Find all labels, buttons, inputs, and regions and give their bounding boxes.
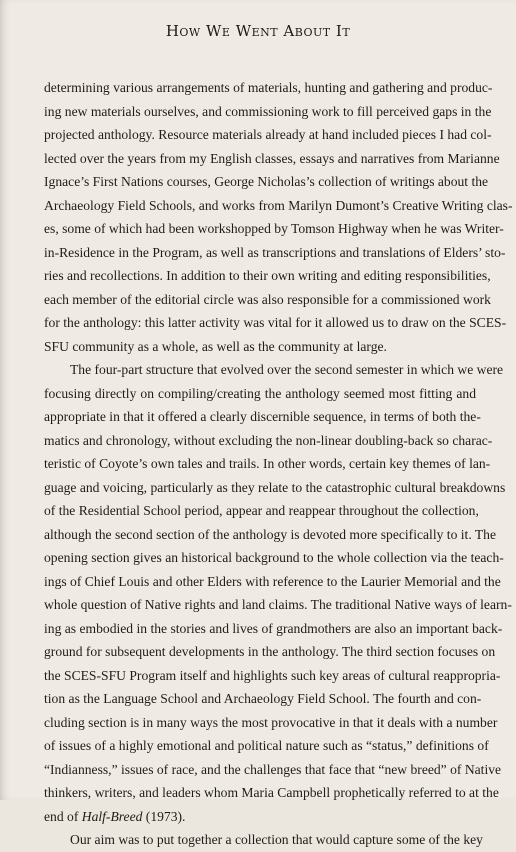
text-line: although the second section of the anthology is devoted more specifically to it. The	[44, 526, 497, 542]
text-line: SFU community as a whole, as well as the community at large.	[44, 338, 387, 354]
text-line: whole question of Native rights and land claims. The traditional Native ways of learn-	[44, 597, 512, 612]
text-line: “Indianness,” issues of race, and the challenges that face that “new breed” of Native	[44, 761, 502, 777]
text-line: ing as embodied in the stories and lives of grandmothers are also an important back-	[44, 620, 503, 636]
text-line: appropriate in that it offered a clearly discernible sequence, in terms of both the-	[44, 409, 481, 424]
text-line: teristic of Coyote’s own tales and trails. In other words, certain key themes of lan-	[44, 456, 491, 471]
text-line: determining various arrangements of materials, hunting and gathering and produc-	[44, 80, 493, 95]
paragraph-1	[44, 76, 513, 358]
text-line: ground for subsequent developments in the anthology. The third section focuses on	[44, 644, 496, 659]
text-line: guage and voicing, particularly as they relate to the catastrophic cultural breakdowns	[44, 479, 506, 495]
text-line: Archaeology Field Schools, and works from Marilyn Dumont’s Creative Writing clas-	[44, 197, 513, 213]
text-line: in-Residence in the Program, as well as transcriptions and translations of Elders’ sto-	[44, 244, 506, 260]
text-line: ing new materials ourselves, and commissioning work to fill perceived gaps in the	[44, 103, 492, 119]
text-line: Our aim was to put together a collection that would capture some of the key	[70, 832, 483, 847]
text-line: tion as the Language School and Archaeology Field School. The fourth and con-	[44, 691, 482, 706]
text-line: matics and chronology, without excluding the non-linear doubling-back so charac-	[44, 432, 493, 448]
text-line: The four-part structure that evolved over the second semester in which we were	[70, 362, 504, 377]
body-text	[44, 76, 513, 852]
closing-text-after: (1973).	[142, 808, 186, 824]
text-line: opening section gives an historical background to the whole collection via the teach-	[44, 550, 504, 565]
text-line: Ignace’s First Nations courses, George Nicholas’s collection of writings about the	[44, 174, 489, 189]
text-line: of the Residential School period, appear and reappear throughout the collection,	[44, 503, 479, 518]
text-line-closing	[44, 805, 476, 829]
text-line: cluding section is in many ways the most provocative in that it deals with a number	[44, 714, 498, 730]
text-line: the SCES-SFU Program itself and highlights such key areas of cultural reappropria-	[44, 667, 501, 683]
text-line: ries and recollections. In addition to their own writing and editing responsibilities,	[44, 268, 491, 283]
text-line: thinkers, writers, and leaders whom Maria Campbell prophetically referred to at the	[44, 785, 499, 800]
text-line: for the anthology: this latter activity was vital for it allowed us to draw on the SCES-	[44, 315, 507, 330]
text-line: focusing directly on compiling/creating the anthology seemed most fitting and	[44, 385, 476, 401]
paragraph-2	[44, 358, 512, 828]
text-line: projected anthology. Resource materials already at hand included pieces I had col-	[44, 127, 492, 142]
paragraph-3	[44, 828, 483, 852]
text-line: lected over the years from my English classes, essays and narratives from Marianne	[44, 150, 500, 166]
book-title-half-breed: Half-Breed	[81, 808, 143, 824]
text-line: of issues of a highly emotional and political nature such as “status,” definitions of	[44, 738, 489, 753]
running-head: How We Went About It	[165, 22, 351, 40]
closing-text-before: end of	[44, 808, 82, 824]
text-line: each member of the editorial circle was also responsible for a commissioned work	[44, 291, 491, 307]
text-line: ings of Chief Louis and other Elders with reference to the Laurier Memorial and the	[44, 573, 501, 589]
text-line: es, some of which had been workshopped by Tomson Highway when he was Writer-	[44, 221, 504, 236]
